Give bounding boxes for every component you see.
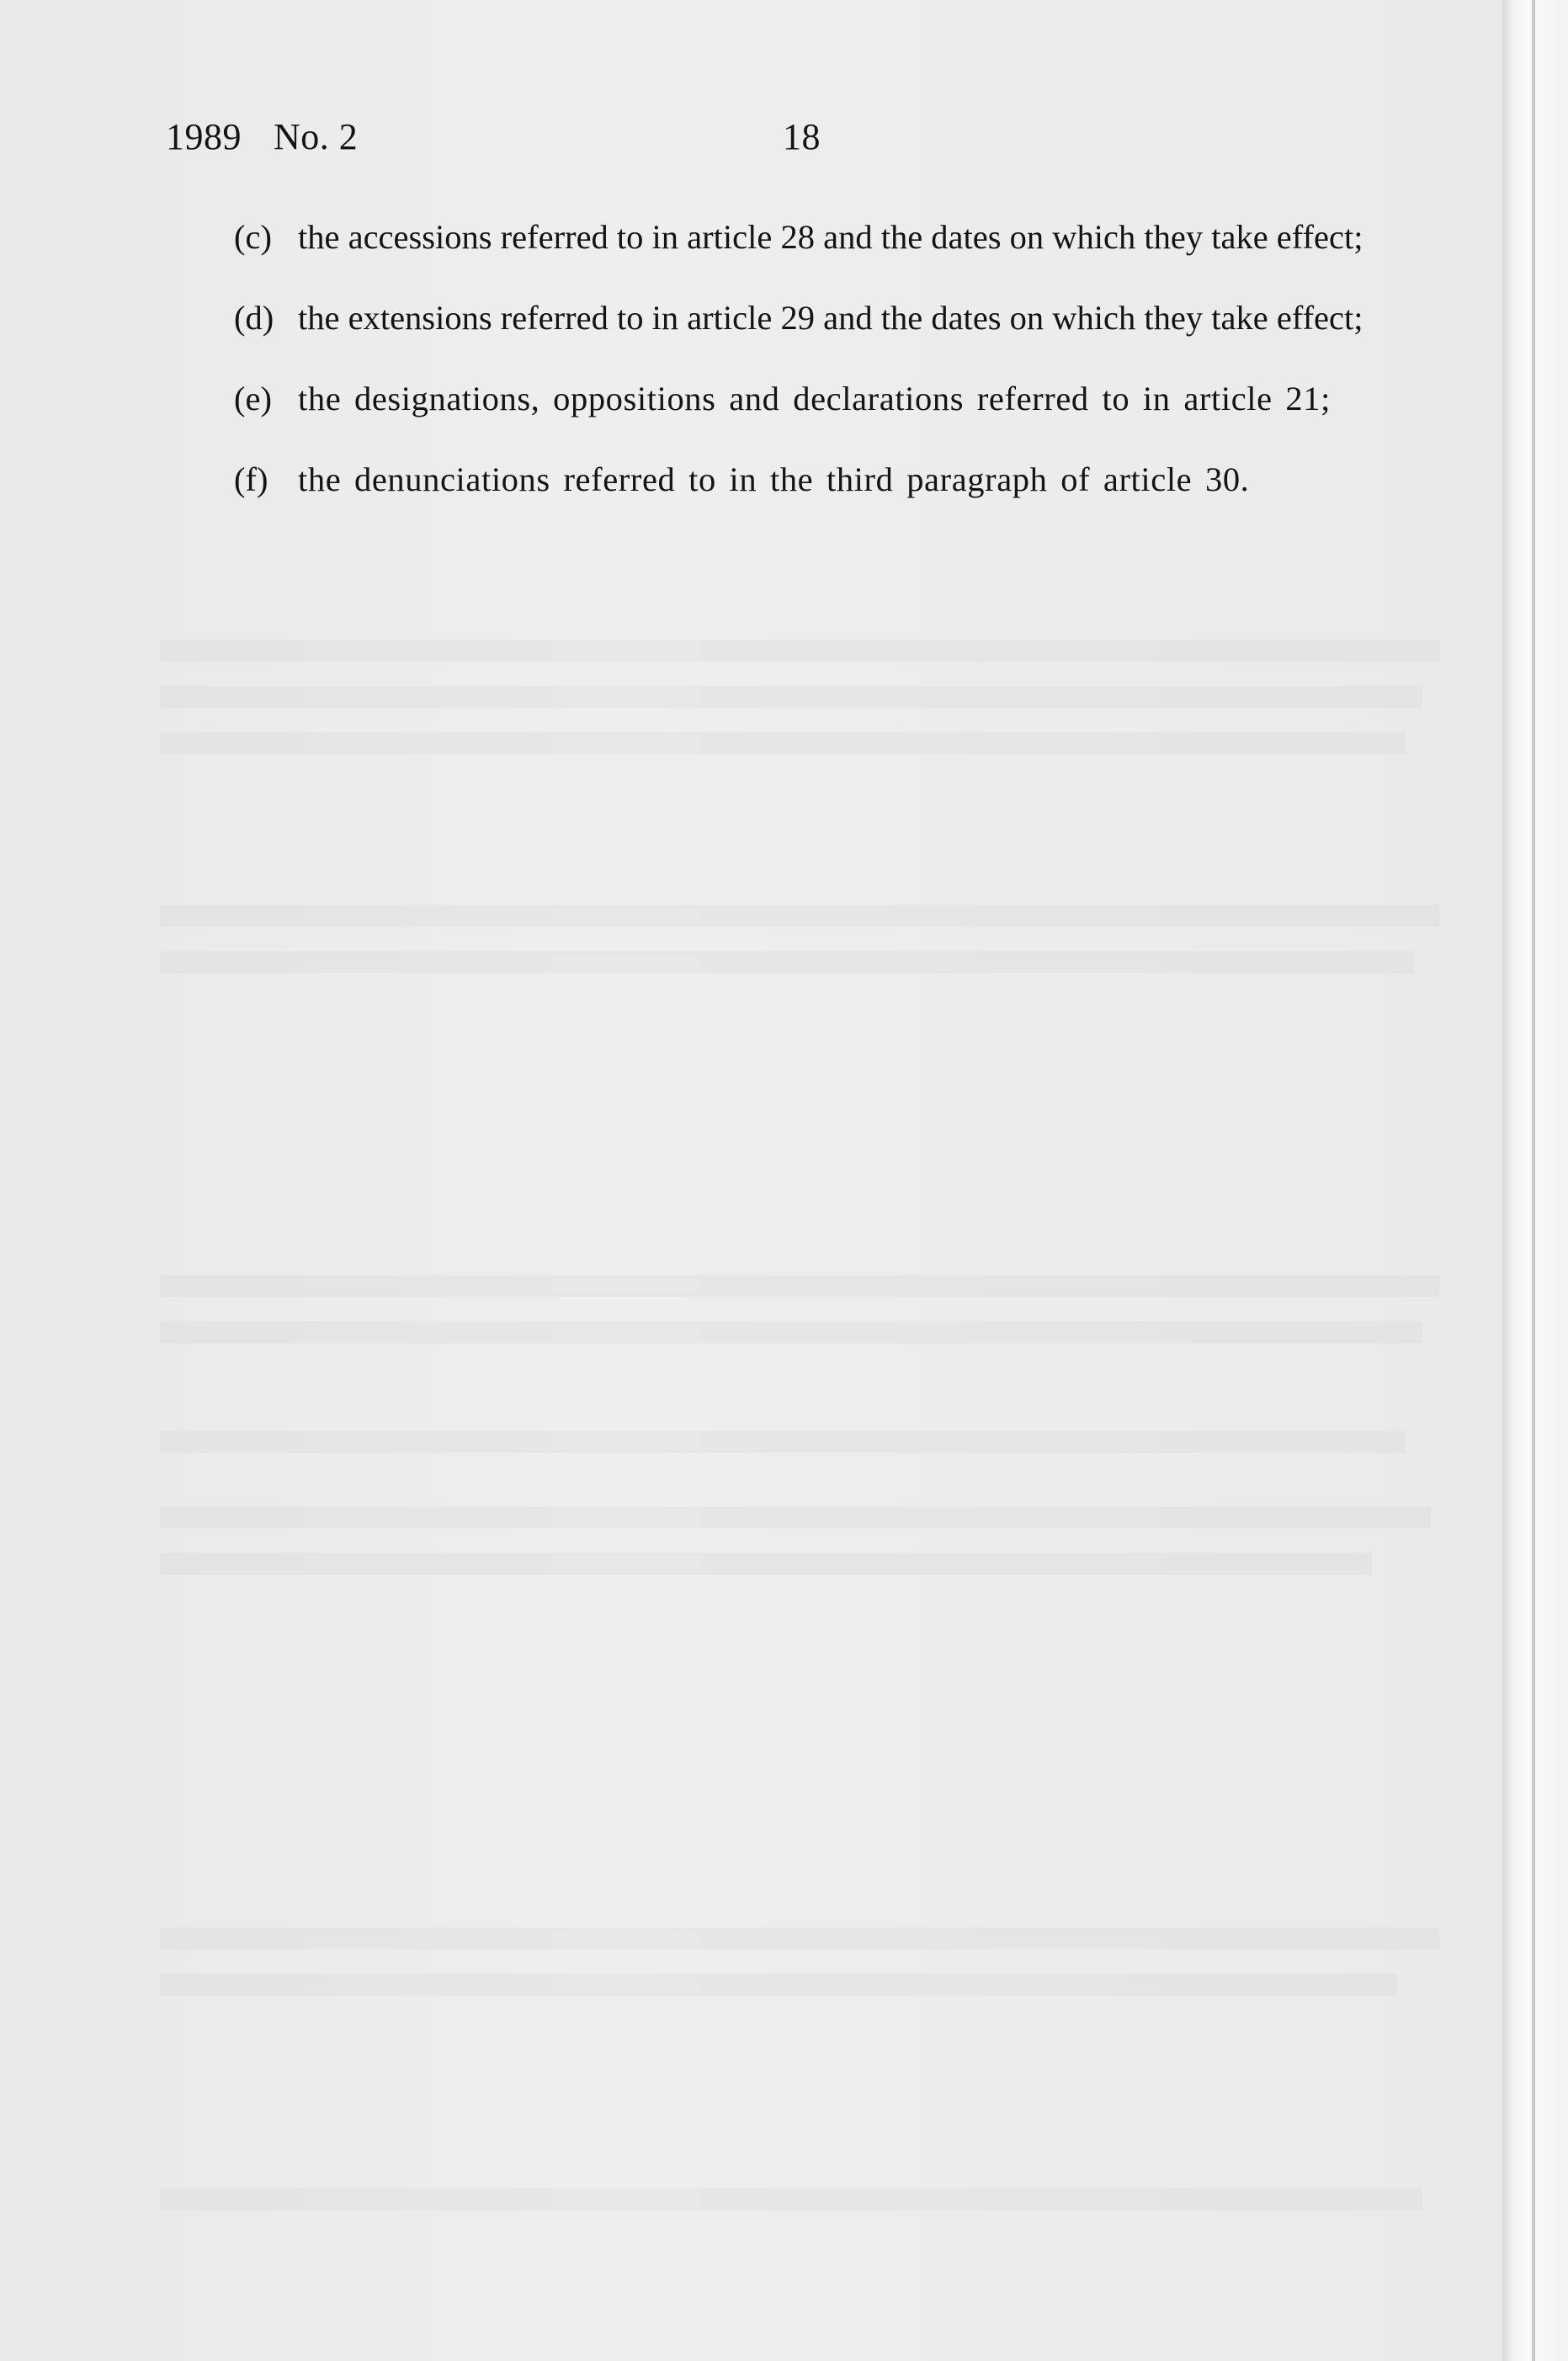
page-edge-line (1532, 0, 1535, 2361)
notification-list (234, 217, 1446, 540)
list-item-marker: (e) (234, 380, 272, 417)
page-number: 18 (783, 116, 821, 157)
header-number: No. 2 (274, 116, 359, 157)
list-item-marker: (d) (234, 299, 274, 337)
list-item-text: the denunciations referred to in the third paragraph of article 30. (298, 460, 1250, 498)
list-item-text: the accessions referred to in article 28 and the dates on which they take effect; (298, 218, 1363, 256)
list-item (234, 379, 1446, 460)
page-edge (1502, 0, 1568, 2361)
list-item-text: the extensions referred to in article 29 and the dates on which they take effect; (298, 299, 1363, 337)
list-item (234, 298, 1446, 379)
list-item-text: the designations, oppositions and declarations referred to in article 21; (298, 380, 1331, 417)
header-year: 1989 (166, 116, 242, 157)
list-item-marker: (f) (234, 460, 268, 498)
list-item (234, 460, 1446, 540)
list-item-marker: (c) (234, 218, 272, 256)
list-item (234, 217, 1446, 298)
